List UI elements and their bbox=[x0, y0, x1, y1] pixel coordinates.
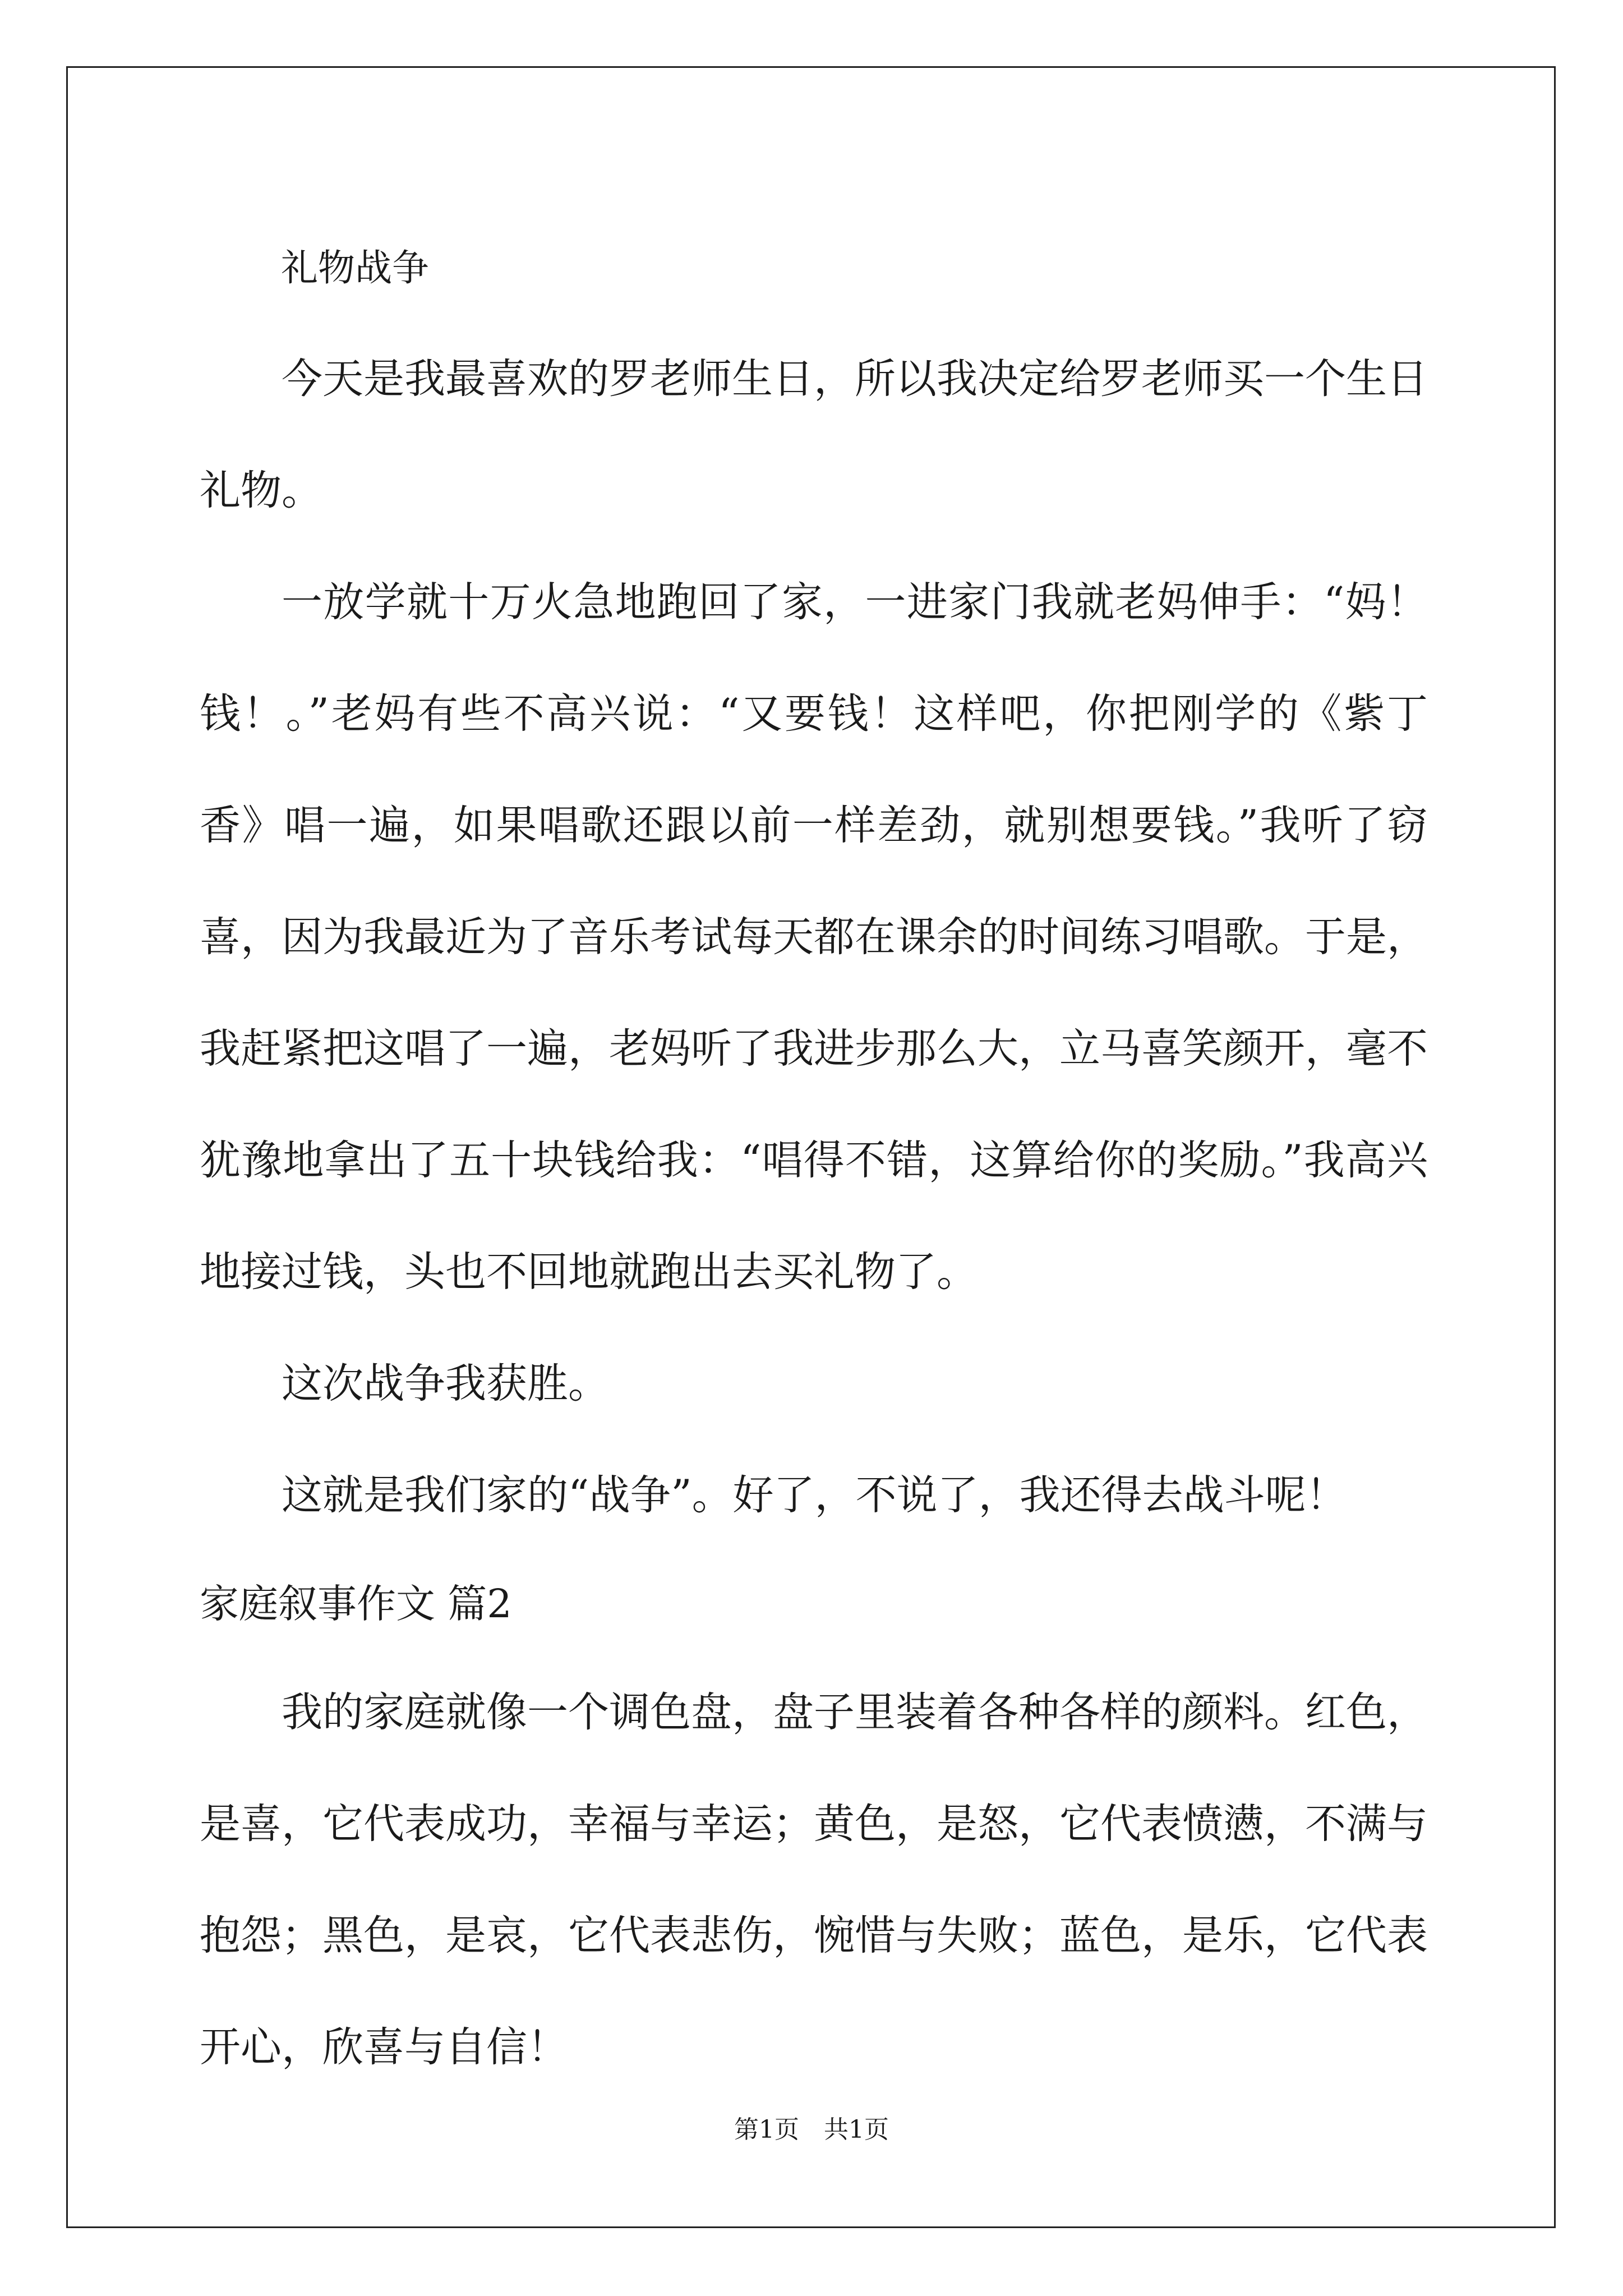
document-title: 礼物战争 bbox=[281, 246, 429, 289]
document-body bbox=[200, 213, 1428, 2103]
paragraph: 一放学就十万火急地跑回了家，一进家门我就老妈伸手：“妈！钱！。”老妈有些不高兴说：“又要钱！这样吧，你把刚学的《紫丁香》唱一遍，如果唱歌还跟以前一样差劲，就别想要钱。”我听了窃喜，因为我最近为了音乐考试每天都在课余的时间练习唱歌。于是，我赶紧把这唱了一遍，老妈听了我进步那么大，立马喜笑颜开，毫不犹豫地拿出了五十块钱给我：“唱得不错，这算给你的奖励。”我高兴地接过钱，头也不回地就跑出去买礼物了。 bbox=[200, 578, 1428, 1296]
paragraph: 这就是我们家的“战争”。好了，不说了，我还得去战斗呢！ bbox=[282, 1471, 1347, 1519]
paragraph: 这次战争我获胜。 bbox=[282, 1360, 609, 1407]
paragraph: 今天是我最喜欢的罗老师生日，所以我决定给罗老师买一个生日礼物。 bbox=[200, 355, 1428, 514]
section-heading: 家庭叙事作文 篇2 bbox=[200, 1581, 512, 1627]
page-footer: 第1页 共1页 bbox=[734, 2115, 889, 2144]
paragraph: 我的家庭就像一个调色盘，盘子里装着各种各样的颜料。红色，是喜，它代表成功，幸福与幸运；黄色，是怒，它代表愤懑，不满与抱怨；黑色，是哀，它代表悲伤，惋惜与失败；蓝色，是乐，它代表开心，欣喜与自信！ bbox=[200, 1688, 1428, 2071]
